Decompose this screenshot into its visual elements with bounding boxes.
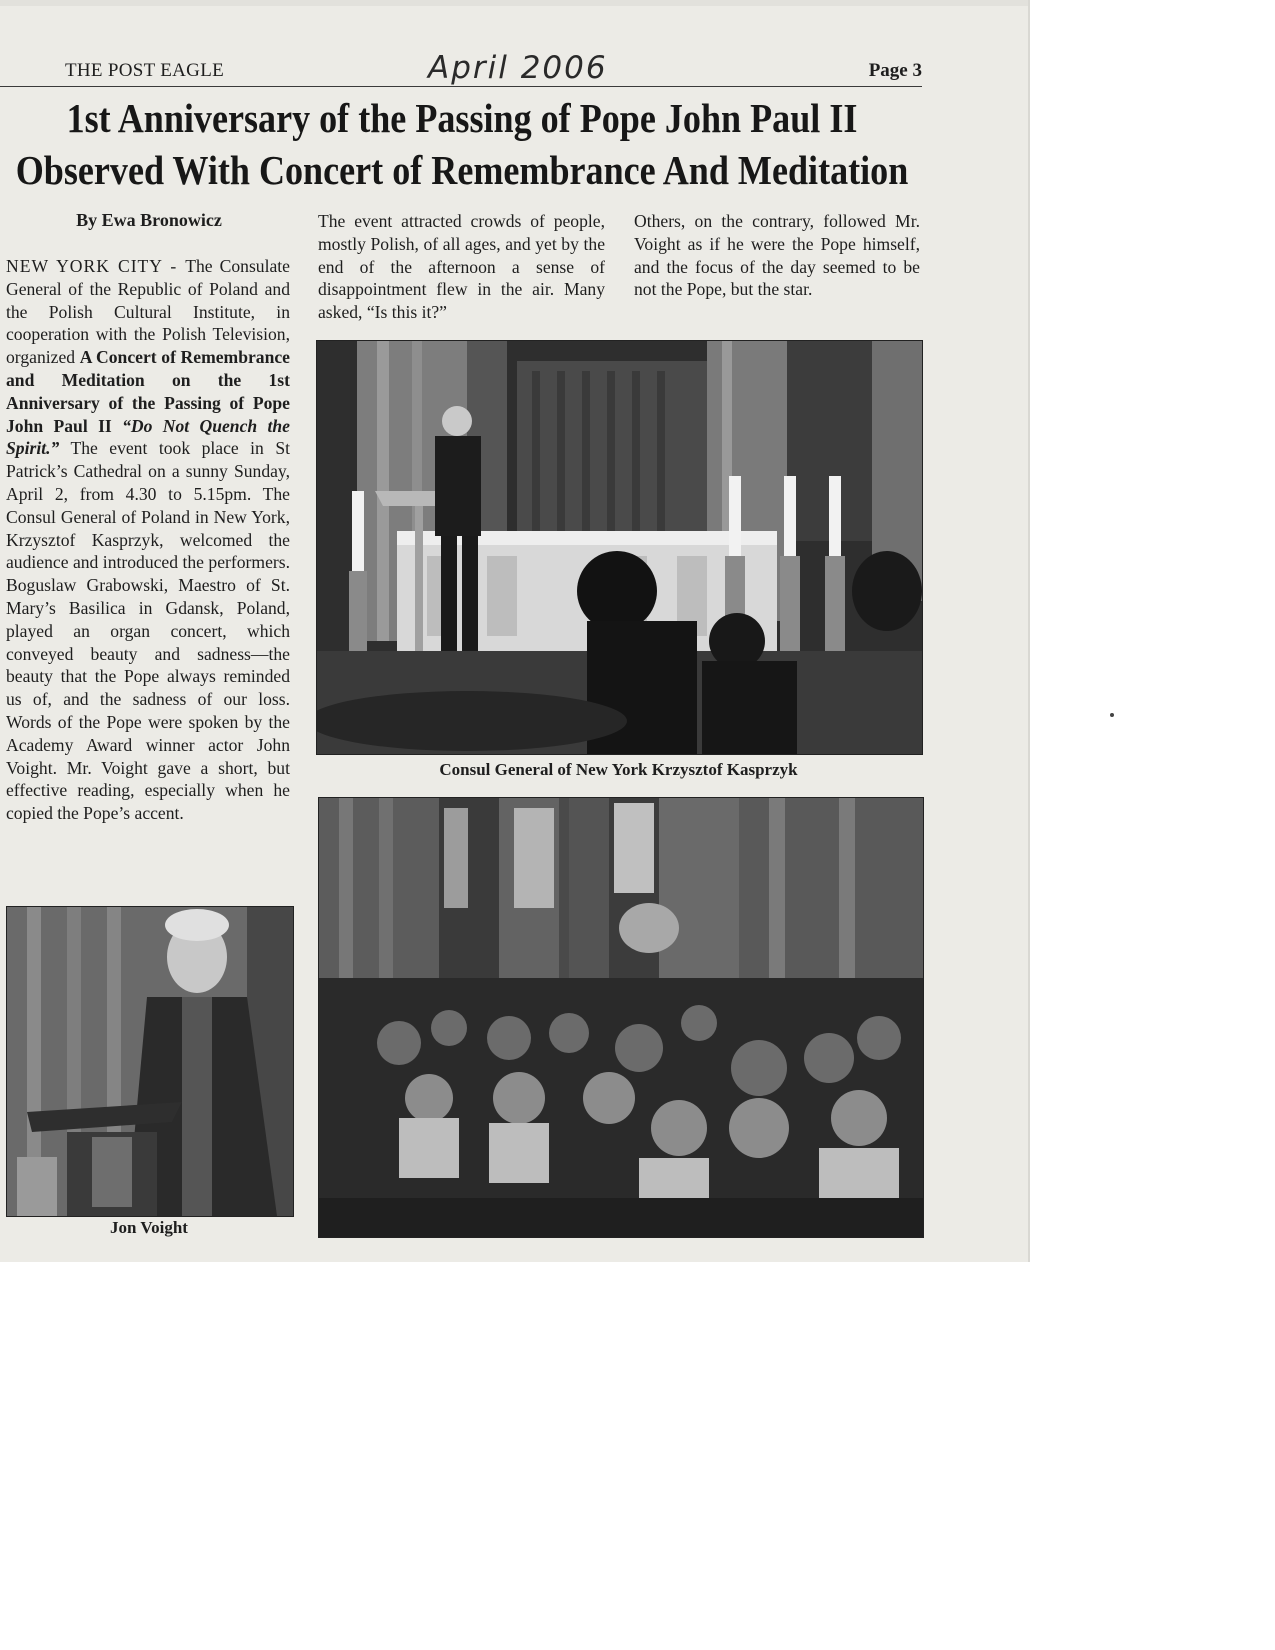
scan-edge (0, 0, 1028, 6)
concert-title: A Concert of Remembrance and Meditation on the 1st Anniversary of the Passing of Pope John Paul II (6, 347, 290, 436)
dateline: NEW YORK CITY - (6, 256, 186, 276)
byline: By Ewa Bronowicz (76, 210, 222, 230)
article-column-3: Others, on the contrary, followed Mr. Voight as if he were the Pope himself, and the focus of the day seemed to be not the Pope, but the star. (634, 211, 920, 300)
publication-name: THE POST EAGLE (65, 60, 225, 81)
photo-jon-voight (6, 906, 294, 1217)
voight-image (7, 907, 293, 1216)
article-column-1 (6, 255, 290, 825)
photo-consul-at-lectern (316, 340, 923, 755)
handwritten-date: April 2006 (428, 50, 608, 86)
page-number: Page 3 (868, 60, 922, 81)
running-header (0, 50, 922, 87)
concert-subtitle: “Do Not Quench the Spirit.” (6, 415, 290, 459)
cathedral-altar-image (317, 341, 922, 754)
photo-cathedral-audience (318, 797, 924, 1238)
scan-speck (1110, 713, 1114, 717)
article-column-2: The event attracted crowds of people, mostly Polish, of all ages, and yet by the end of the afternoon a sense of disappointment flew in the air. Many asked, “Is this it?” (318, 211, 605, 323)
headline-line-2: Observed With Concert of Remembrance And Meditation (15, 147, 909, 193)
photo-caption-voight: Jon Voight (110, 1218, 188, 1237)
article-headline (0, 92, 924, 196)
column-1-text-a: The Consulate General of the Republic of Poland and the Polish Cultural Institute, in cooperation with the Polish Television, organized (6, 256, 290, 368)
headline-line-1: 1st Anniversary of the Passing of Pope John Paul II (66, 95, 858, 141)
column-1-text-b: The event took place in St Patrick’s Cathedral on a sunny Sunday, April 2, from 4.30 to 5.15pm. The Consul General of Poland in New York, Krzysztof Kasprzyk, welcomed the audience and introduced the performers. Boguslaw Grabowski, Maestro of St. Mary’s Basilica in Gdansk, Poland, played an organ concert, which conveyed beauty and sadness—the beauty that the Pope always reminded us of, and the sadness of our loss. Words of the Pope were spoken by the Academy Award winner actor John Voight. Mr. Voight gave a short, but effective reading, especially when he copied the Pope’s accent. (6, 438, 290, 824)
audience-image (319, 798, 923, 1237)
photo-caption-consul: Consul General of New York Krzysztof Kasprzyk (439, 760, 798, 779)
